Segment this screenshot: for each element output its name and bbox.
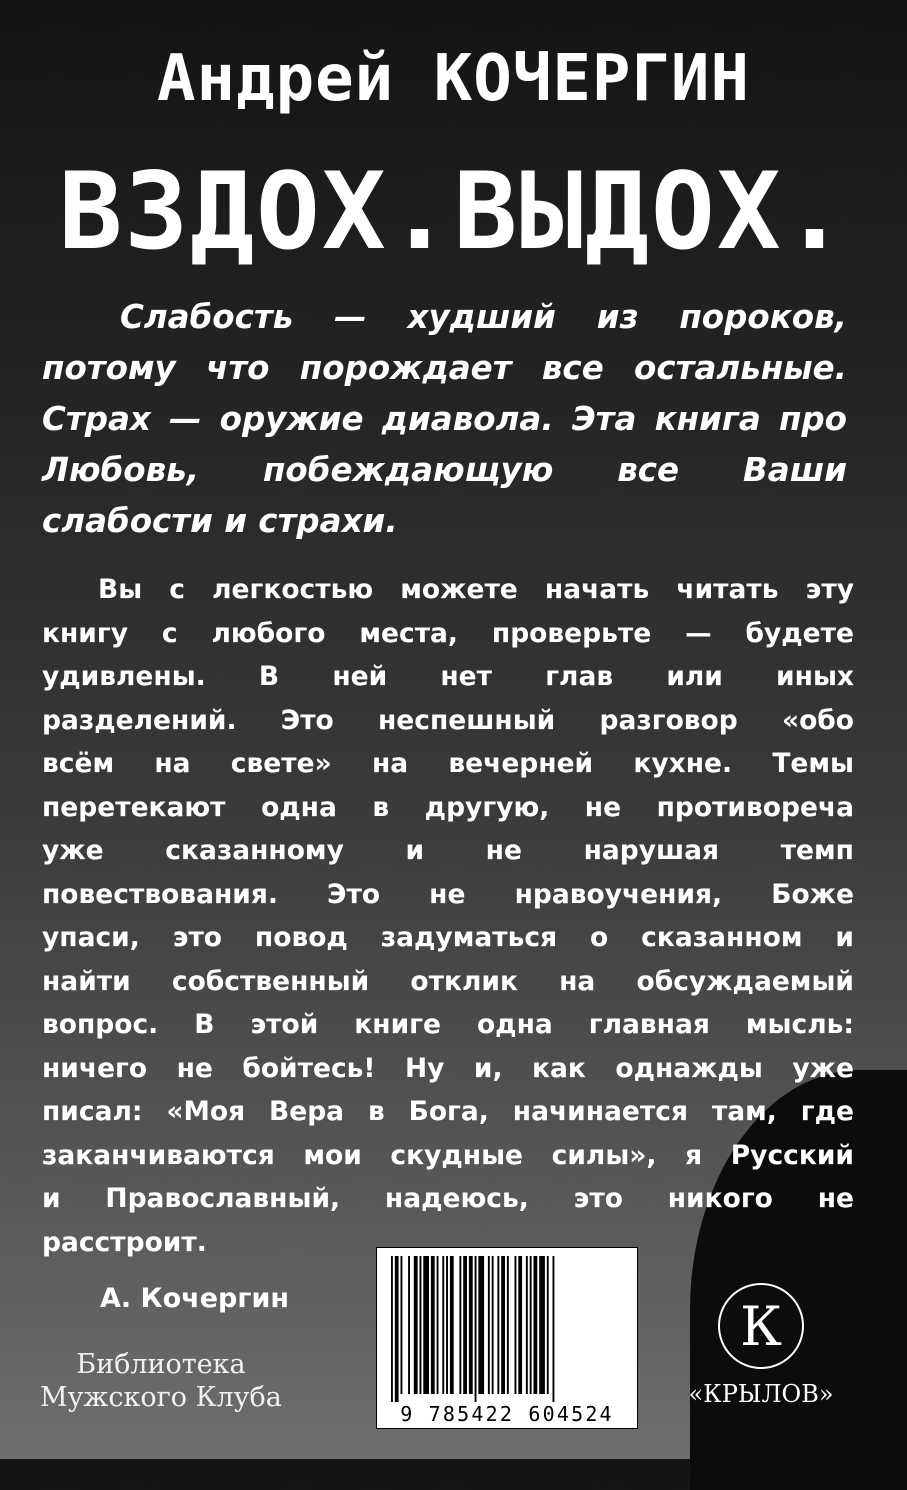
description-line: упаси, это повод задуматься о сказанном и (42, 922, 854, 953)
epigraph-line: слабости и страхи. (42, 502, 398, 540)
publisher-logo-icon (718, 1283, 804, 1369)
logo-letter: К (740, 1294, 782, 1358)
series-line-2: Мужского Клуба (40, 1382, 282, 1413)
book-title: ВЗДОХ.ВЫДОХ. (58, 150, 849, 273)
description-line: Вы с легкостью можете начать читать эту (98, 574, 854, 605)
description-line: удивлены. В ней нет глав или иных (42, 661, 854, 692)
series-name (40, 1348, 282, 1414)
author-name: Андрей КОЧЕРГИН (157, 42, 750, 116)
publisher-name: «КРЫЛОВ» (688, 1380, 834, 1408)
epigraph-line: Слабость — худший из пороков, (120, 298, 847, 336)
description-line: писал: «Моя Вера в Бога, начинается там, где (42, 1096, 854, 1127)
description-line: расстроит. (42, 1226, 207, 1258)
description-line: найти собственный отклик на обсуждаемый (42, 965, 854, 997)
epigraph-line: потому что порождает все остальные. (42, 349, 847, 387)
epigraph-line: Страх — оружие диавола. Эта книга про (42, 400, 847, 438)
description-line: и Православный, надеюсь, это никого не (42, 1183, 854, 1214)
description-line: вопрос. В этой книге одна главная мысль: (42, 1009, 854, 1040)
description-line: уже сказанному и не нарушая темп (42, 835, 854, 866)
description (42, 568, 854, 1264)
description-line: повествования. Это не нравоучения, Боже (42, 878, 854, 910)
description-line: книгу с любого места, проверьте — будете (42, 617, 854, 649)
description-line: ничего не бойтесь! Ну и, как однажды уже (42, 1052, 854, 1084)
description-line: всём на свете» на вечерней кухне. Темы (42, 748, 854, 779)
barcode-bars (377, 1248, 637, 1403)
series-line-1: Библиотека (76, 1349, 246, 1380)
signature: А. Кочергин (100, 1283, 290, 1314)
description-line: заканчиваются мои скудные силы», я Русский (42, 1139, 854, 1171)
epigraph-line: Любовь, побеждающую все Ваши (42, 451, 847, 489)
description-line: разделений. Это неспешный разговор «обо (42, 704, 854, 736)
isbn-number: 9 785422 604524 (400, 1402, 614, 1426)
description-line: перетекают одна в другую, не противореча (42, 791, 854, 823)
barcode (376, 1247, 638, 1429)
epigraph (42, 292, 847, 547)
